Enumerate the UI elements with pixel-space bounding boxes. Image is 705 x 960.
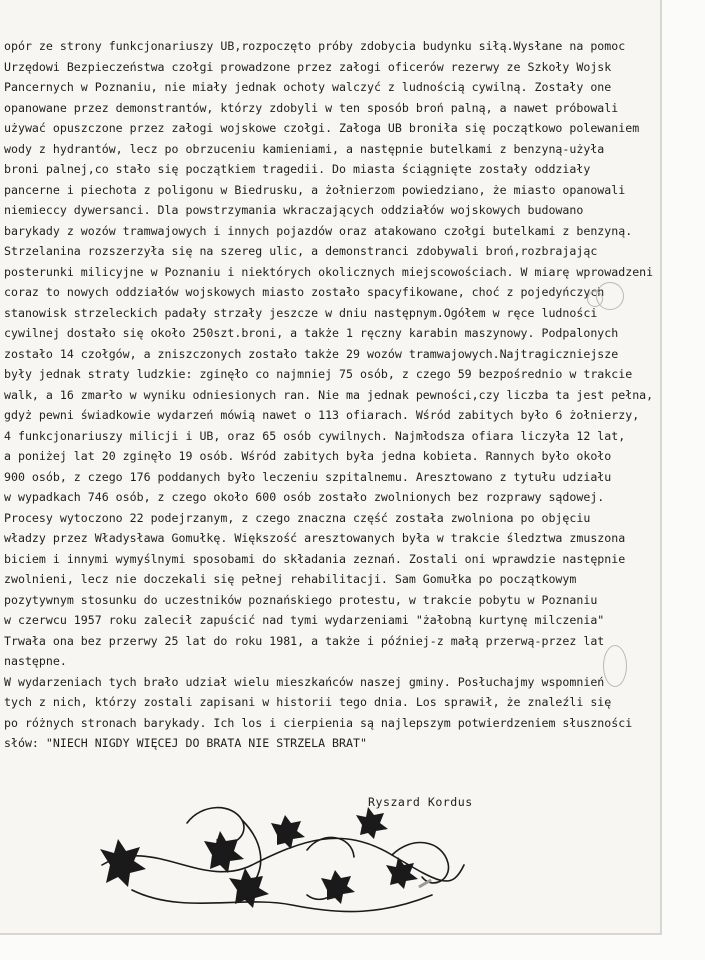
article-line: używać opuszczone przez załogi wojskowe czołgi. Załoga UB broniła się początkowo polewaniem bbox=[4, 121, 640, 135]
article-line: gdyż pewni świadkowie wydarzeń mówią nawet o 113 ofiarach. Wśród zabitych było 6 żołnierzy, bbox=[4, 408, 640, 422]
article-line: zwolnieni, lecz nie doczekali się pełnej rehabilitacji. Sam Gomułka po początkowym bbox=[4, 572, 577, 586]
article-line: stanowisk strzeleckich padały strzały jeszcze w dniu następnym.Ogółem w ręce ludności bbox=[4, 305, 598, 320]
article-line: broni palnej,co stało się początkiem tragedii. Do miasta ściągnięte zostały oddziały bbox=[4, 162, 591, 176]
page-bottom-margin bbox=[0, 935, 705, 960]
article-line: a poniżej lat 20 zginęło 19 osób. Wśród zabitych była jedna kobieta. Rannych było około bbox=[4, 449, 612, 463]
article-line: pancerne i piechota z poligonu w Biedrusku, a żołnierzom powiedziano, że miasto opanowali bbox=[4, 182, 626, 197]
article-line: Urzędowi Bezpieczeństwa czołgi prowadzone przez załogi oficerów rezerwy ze Szkoły Wojsk bbox=[4, 59, 612, 74]
article-line: Trwała ona bez przerwy 25 lat do roku 1981, a także i później-z małą przerwą-przez lat bbox=[4, 633, 605, 648]
article-line: barykady z wozów tramwajowych i innych pojazdów oraz atakowano czołgi butelkami z benzyną. bbox=[4, 223, 633, 238]
paper-blemish bbox=[603, 645, 627, 687]
article-line: po różnych stronach barykady. Ich los i cierpienia są najlepszym potwierdzeniem słuszności bbox=[4, 715, 633, 730]
article-line: następne. bbox=[4, 654, 67, 668]
page-right-margin bbox=[662, 0, 705, 960]
article-line: walk, a 16 zmarło w wyniku odniesionych ran. Nie ma jednak pewności,czy liczba ta jest pełna, bbox=[4, 387, 654, 402]
author-signature: Ryszard Kordus bbox=[368, 795, 473, 809]
article-line: posterunki milicyjne w Poznaniu i niektórych okolicznych miejscowościach. W miarę wprowadzeni bbox=[4, 264, 654, 279]
article-text bbox=[4, 36, 656, 754]
paper-blemish bbox=[587, 291, 603, 307]
article-line: coraz to nowych oddziałów wojskowych miasto zostało spacyfikowane, choć z pojedyńczych bbox=[4, 285, 605, 299]
article-line: cywilnej dostało się około 250szt.broni, a także 1 ręczny karabin maszynowy. Podpalonych bbox=[4, 326, 619, 340]
article-line: W wydarzeniach tych brało udział wielu mieszkańców naszej gminy. Posłuchajmy wspomnień bbox=[4, 674, 605, 689]
article-line: opór ze strony funkcjonariuszy UB,rozpoczęto próby zdobycia budynku siłą.Wysłane na pomoc bbox=[4, 39, 626, 53]
article-line: tych z nich, którzy zostali zapisani w historii tego dnia. Los sprawił, że znaleźli się bbox=[4, 695, 612, 709]
article-line: Pancernych w Poznaniu, nie miały jednak ochoty walczyć z ludnością cywilną. Zostały one bbox=[4, 80, 612, 94]
article-line: niemieccy dywersanci. Dla powstrzymania wkraczających oddziałów wojskowych budowano bbox=[4, 203, 584, 217]
article-line: Procesy wytoczono 22 podejrzanym, z czego znaczna część została zwolniona po objęciu bbox=[4, 510, 591, 525]
article-line: władzy przez Władysława Gomułkę. Większość aresztowanych była w trakcie śledztwa zmuszona bbox=[4, 531, 626, 545]
article-line: słów: "NIECH NIGDY WIĘCEJ DO BRATA NIE STRZELA BRAT" bbox=[4, 736, 367, 750]
article-line: były jednak straty ludzkie: zginęło co najmniej 75 osób, z czego 59 bezpośrednio w trakcie bbox=[4, 367, 633, 381]
article-line: 900 osób, z czego 176 poddanych było leczeniu szpitalnemu. Aresztowano z tytułu udziału bbox=[4, 469, 612, 484]
article-line: opanowane przez demonstrantów, którzy zdobyli w ten sposób broń palną, a nawet próbowali bbox=[4, 100, 619, 115]
article-line: w wypadkach 746 osób, z czego około 600 osób zostało zwolnionych bez rozprawy sądowej. bbox=[4, 490, 605, 504]
article-line: w czerwcu 1957 roku zalecił zapuścić nad tymi wydarzeniami "żałobną kurtynę milczenia" bbox=[4, 613, 605, 627]
article-line: 4 funkcjonariuszy milicji i UB, oraz 65 osób cywilnych. Najmłodsza ofiara liczyła 12 lat, bbox=[4, 428, 626, 443]
ivy-vine-ornament-icon bbox=[92, 795, 472, 925]
article-line: zostało 14 czołgów, a zniszczonych zostało także 29 wozów tramwajowych.Najtragiczniejsze bbox=[4, 346, 619, 361]
article-line: biciem i innymi wymyślnymi sposobami do składania zeznań. Zostali oni wprawdzie następnie bbox=[4, 551, 626, 566]
article-line: wody z hydrantów, lecz po obrzuceniu kamieniami, a następnie butelkami z benzyną-użyła bbox=[4, 141, 605, 156]
article-line: Strzelanina rozszerzyła się na szereg ulic, a demonstranci zdobywali broń,rozbrajając bbox=[4, 244, 598, 258]
article-line: pozytywnym stosunku do uczestników poznańskiego protestu, w trakcie pobytu w Poznaniu bbox=[4, 592, 598, 607]
